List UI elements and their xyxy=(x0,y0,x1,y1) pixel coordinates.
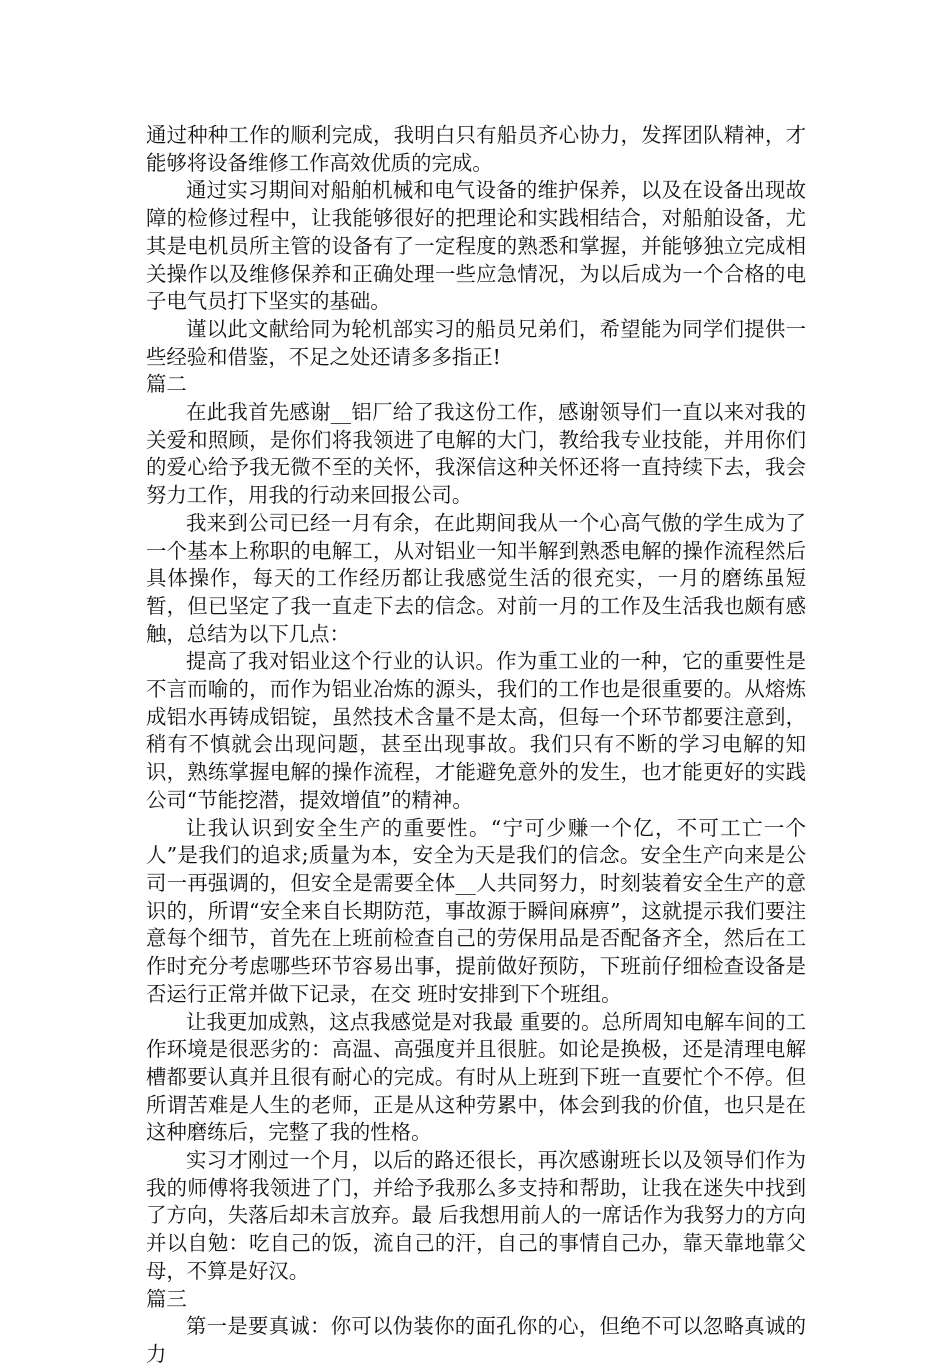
paragraph-dedication: 谨以此文献给同为轮机部实习的船员兄弟们，希望能为同学们提供一些经验和借鉴，不足之处还请多多指正! xyxy=(146,316,806,369)
paragraph-sincerity: 第一是要真诚：你可以伪装你的面孔你的心，但绝不可以忽略真诚的力 xyxy=(146,1314,806,1366)
paragraph-maturity: 让我更加成熟，这点我感觉是对我最 重要的。总所周知电解车间的工作环境是很恶劣的：高温、高强度并且很脏。如论是换极，还是清理电解槽都要认真并且很有耐心的完成。有时从上班到下班一直要忙个不停。但所谓苦难是人生的老师，正是从这种劳累中，体会到我的价值，也只是在这种磨练后，完整了我的性格。 xyxy=(146,1009,806,1145)
paragraph-conclusion: 实习才刚过一个月，以后的路还很长，再次感谢班长以及领导们作为我的师傅将我领进了门，并给予我那么多支持和帮助，让我在迷失中找到了方向，失落后却未言放弃。最 后我想用前人的一席话作为我努力的方向并以自勉：吃自己的饭，流自己的汗，自己的事情自己办，靠天靠地靠父母，不算是好汉。 xyxy=(146,1148,806,1283)
paragraph-thanks: 在此我首先感谢__铝厂给了我这份工作，感谢领导们一直以来对我的关爱和照顾，是你们将我领进了电解的大门，教给我专业技能，并用你们的爱心给予我无微不至的关怀，我深信这种关怀还将一直持续下去，我会努力工作，用我的行动来回报公司。 xyxy=(146,400,806,508)
document-body xyxy=(146,122,806,1369)
paragraph-one-month: 我来到公司已经一月有余，在此期间我从一个心高气傲的学生成为了一个基本上称职的电解工，从对铝业一知半解到熟悉电解的操作流程然后具体操作，每天的工作经历都让我感觉生活的很充实，一月的磨练虽短暂，但已坚定了我一直走下去的信念。对前一月的工作及生活我也颇有感触，总结为以下几点： xyxy=(146,510,806,646)
paragraph-maintenance: 通过实习期间对船舶机械和电气设备的维护保养，以及在设备出现故障的检修过程中，让我能够很好的把理论和实践相结合，对船舶设备，尤其是电机员所主管的设备有了一定程度的熟悉和掌握，并能够独立完成相关操作以及维修保养和正确处理一些应急情况，为以后成为一个合格的电子电气员打下坚实的基础。 xyxy=(146,178,806,314)
paragraph-safety: 让我认识到安全生产的重要性。“宁可少赚一个亿，不可工亡一个人”是我们的追求;质量为本，安全为天是我们的信念。安全生产向来是公司一再强调的，但安全是需要全体__人共同努力，时刻装着安全生产的意识的，所谓“安全来自长期防范，事故源于瞬间麻痹”，这就提示我们要注意每个细节，首先在上班前检查自己的劳保用品是否配备齐全，然后在工作时充分考虑哪些环节容易出事，提前做好预防，下班前仔细检查设备是否运行正常并做下记录，在交 班时安排到下个班组。 xyxy=(146,815,806,1006)
section-heading-3: 篇三 xyxy=(146,1286,187,1311)
paragraph-industry-knowledge: 提高了我对铝业这个行业的认识。作为重工业的一种，它的重要性是不言而喻的，而作为铝业冶炼的源头，我们的工作也是很重要的。从熔炼成铝水再铸成铝锭，虽然技术含量不是太高，但每一个环节都要注意到，稍有不慎就会出现问题，甚至出现事故。我们只有不断的学习电解的知识，熟练掌握电解的操作流程，才能避免意外的发生，也才能更好的实践公司“节能挖潜，提效增值”的精神。 xyxy=(146,649,806,812)
section-heading-2: 篇二 xyxy=(146,372,187,397)
paragraph-team-spirit: 通过种种工作的顺利完成，我明白只有船员齐心协力，发挥团队精神，才能够将设备维修工作高效优质的完成。 xyxy=(146,123,806,175)
